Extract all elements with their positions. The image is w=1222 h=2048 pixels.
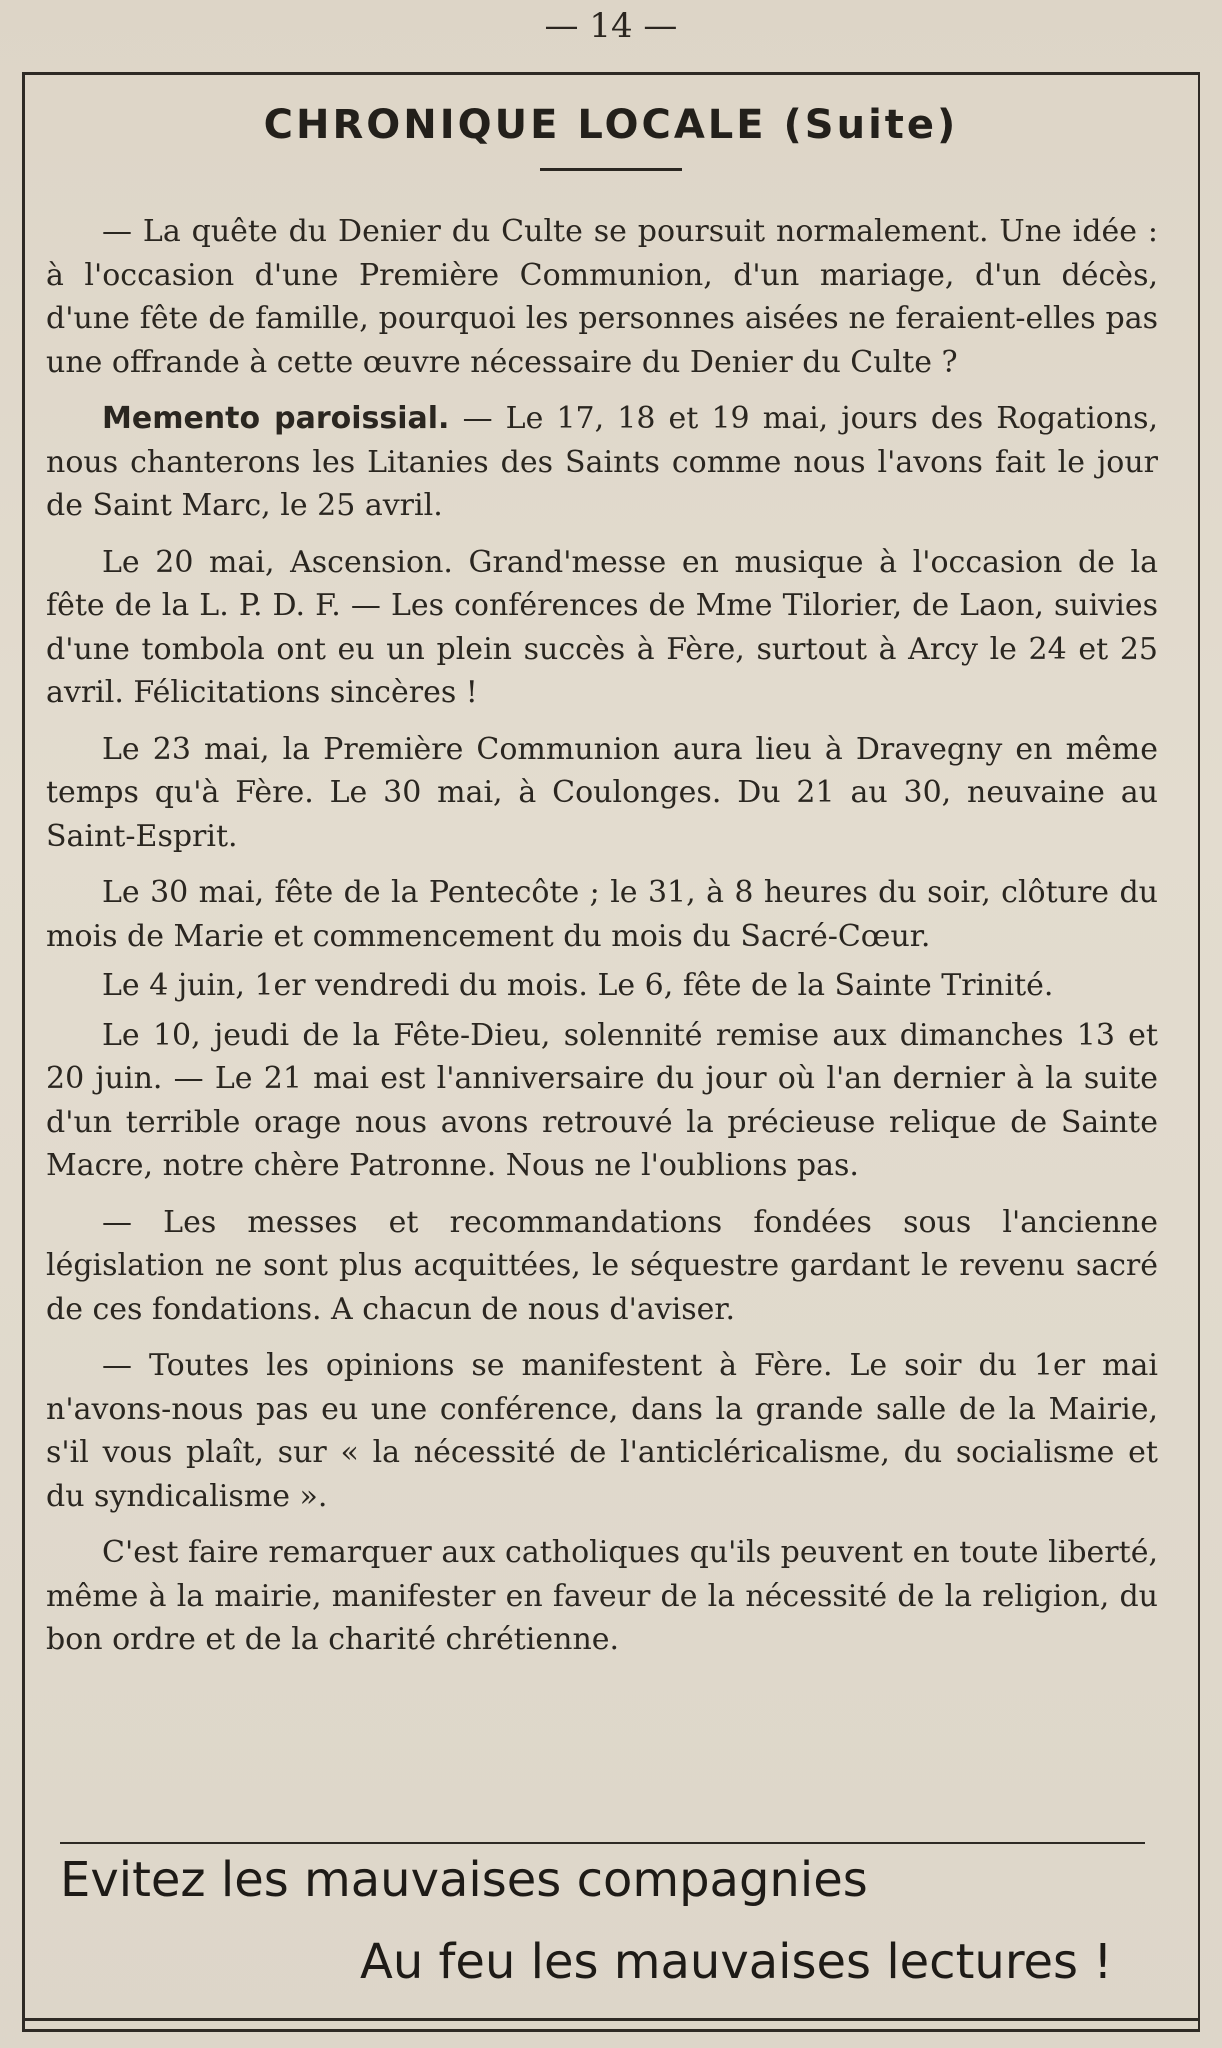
paragraph-communion [46,728,1158,859]
heading-divider [540,168,682,171]
page-bottom-rule [22,2018,1200,2021]
paragraph-text: — Toutes les opinions se manifestent à Fère. Le soir du 1er mai n'avons-nous pas eu une conférence, dans la grande salle de la Mairie, s'il vous plaît, sur « la nécessité de l'anticléricalisme, du socialisme et du syndicalisme ». [46,1348,1158,1514]
paragraph-text: Le 4 juin, 1er vendredi du mois. Le 6, fête de la Sainte Trinité. [102,968,1054,1003]
paragraph-text: Le 23 mai, la Première Communion aura lieu à Dravegny en même temps qu'à Fère. Le 30 mai, à Coulonges. Du 21 au 30, neuvaine au Saint-Esprit. [46,731,1158,854]
paragraph-text: Le 30 mai, fête de la Pentecôte ; le 31, à 8 heures du soir, clôture du mois de Marie et commencement du mois du Sacré-Cœur. [46,875,1158,954]
paragraph-denier [46,210,1158,384]
page-number: — 14 — [544,6,678,46]
footer-divider [60,1842,1145,1844]
paragraph-pentecote [46,871,1158,958]
slogan-line-2: Au feu les mauvaises lectures ! [360,1934,1113,1990]
paragraph-text: C'est faire remarquer aux catholiques qu'ils peuvent en toute liberté, même à la mairie, manifester en faveur de la nécessité de la religion, du bon ordre et de la charité chrétienne. [46,1535,1158,1657]
paragraph-ascension [46,541,1158,715]
paragraph-catholiques [46,1531,1158,1662]
paragraph-text: — Le 17, 18 et 19 mai, jours des Rogations, nous chanterons les Litanies des Saints comme nous l'avons fait le jour de Saint Marc, le 25 avril. [46,401,1158,523]
paragraph-lead: Memento paroissial. [102,401,450,436]
paragraph-memento [46,397,1158,528]
paragraph-text: Le 10, jeudi de la Fête-Dieu, solennité remise aux dimanches 13 et 20 juin. — Le 21 mai est l'anniversaire du jour où l'an dernier à la suite d'un terrible orage nous avons retrouvé la précieuse relique de Sainte Macre, notre chère Patronne. Nous ne l'oublions pas. [46,1017,1158,1183]
slogan-line-1: Evitez les mauvaises compagnies [60,1852,868,1908]
paragraph-fete-dieu [46,1014,1158,1188]
article-body [46,210,1158,1675]
section-heading: CHRONIQUE LOCALE (Suite) [263,102,959,148]
paragraph-opinions [46,1344,1158,1518]
paragraph-text: Le 20 mai, Ascension. Grand'messe en musique à l'occasion de la fête de la L. P. D. F. — Les conférences de Mme Tilorier, de Laon, suivies d'une tombola ont eu un plein succès à Fère, surtout à Arcy le 24 et 25 avril. Félicitations sincères ! [46,544,1158,710]
paragraph-text: — La quête du Denier du Culte se poursuit normalement. Une idée : à l'occasion d'une Première Communion, d'un mariage, d'un décès, d'une fête de famille, pourquoi les personnes aisées ne feraient-elles pas une offrande à cette œuvre nécessaire du Denier du Culte ? [46,214,1158,380]
paragraph-juin [46,964,1158,1008]
paragraph-messes [46,1201,1158,1332]
paragraph-text: — Les messes et recommandations fondées sous l'ancienne législation ne sont plus acquittées, le séquestre gardant le revenu sacré de ces fondations. A chacun de nous d'aviser. [46,1204,1158,1327]
